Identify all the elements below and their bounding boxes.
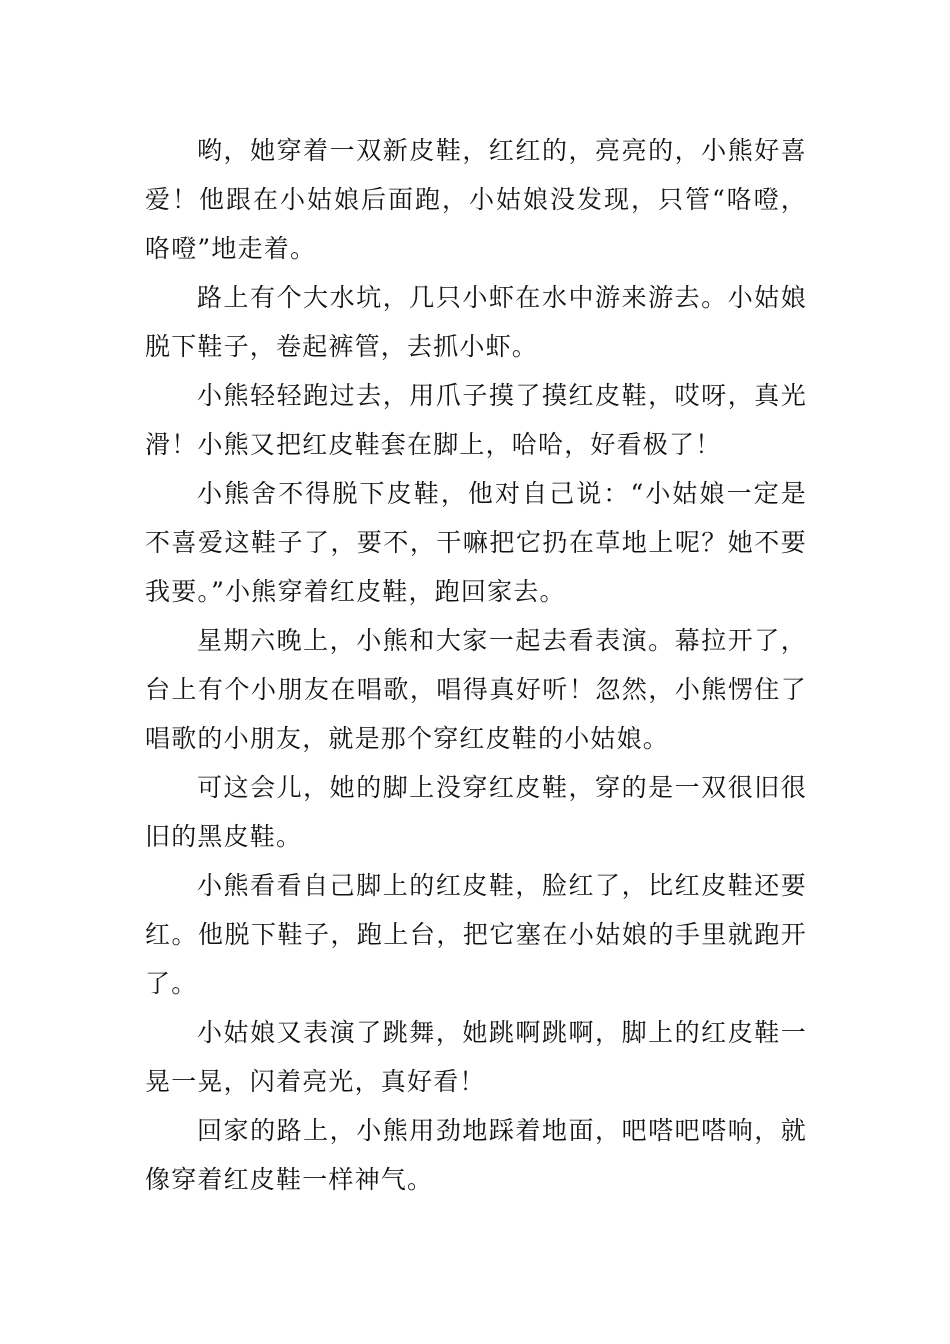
- paragraph-8: 小姑娘又表演了跳舞，她跳啊跳啊，脚上的红皮鞋一晃一晃，闪着亮光，真好看！: [145, 1018, 807, 1096]
- paragraph-4: 小熊舍不得脱下皮鞋，他对自己说：“小姑娘一定是不喜爱这鞋子了，要不，干嘛把它扔在草地上呢？她不要我要。”小熊穿着红皮鞋，跑回家去。: [145, 479, 807, 606]
- paragraph-3: 小熊轻轻跑过去，用爪子摸了摸红皮鞋，哎呀，真光滑！小熊又把红皮鞋套在脚上，哈哈，好看极了！: [145, 381, 807, 459]
- paragraph-7: 小熊看看自己脚上的红皮鞋，脸红了，比红皮鞋还要红。他脱下鞋子，跑上台，把它塞在小姑娘的手里就跑开了。: [145, 871, 807, 998]
- paragraph-2: 路上有个大水坑，几只小虾在水中游来游去。小姑娘脱下鞋子，卷起裤管，去抓小虾。: [145, 283, 807, 361]
- paragraph-6: 可这会儿，她的脚上没穿红皮鞋，穿的是一双很旧很旧的黑皮鞋。: [145, 773, 807, 851]
- story-body: [145, 126, 807, 1204]
- paragraph-1: 哟，她穿着一双新皮鞋，红红的，亮亮的，小熊好喜爱！他跟在小姑娘后面跑，小姑娘没发现，只管“咯噔，咯噔”地走着。: [145, 136, 807, 263]
- paragraph-5: 星期六晚上，小熊和大家一起去看表演。幕拉开了，台上有个小朋友在唱歌，唱得真好听！忽然，小熊愣住了唱歌的小朋友，就是那个穿红皮鞋的小姑娘。: [145, 626, 807, 753]
- paragraph-9: 回家的路上，小熊用劲地踩着地面，吧嗒吧嗒响，就像穿着红皮鞋一样神气。: [145, 1116, 807, 1194]
